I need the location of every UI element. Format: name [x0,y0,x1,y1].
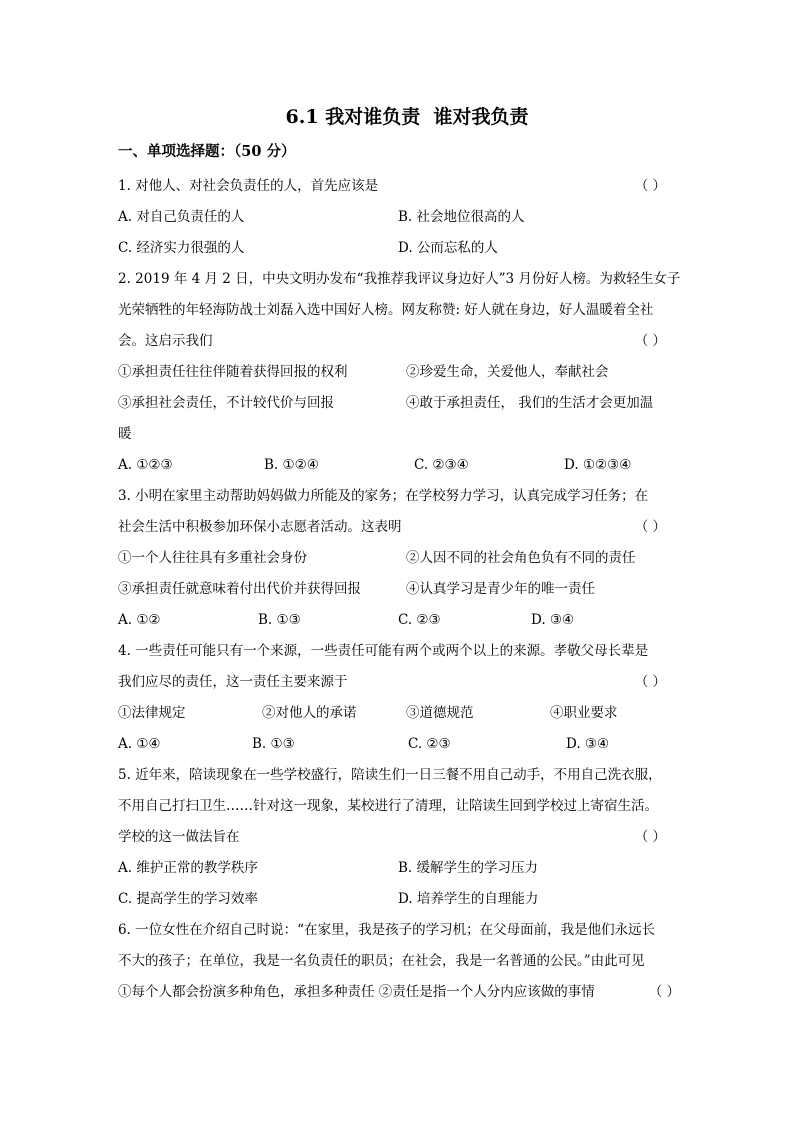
option-row [118,605,686,636]
answer-parentheses: （ ） [634,674,666,690]
question-4 [118,636,686,760]
statement-3: ③道德规范 [406,705,474,721]
question-stem-line: 不用自己打扫卫生……针对这一现象，某校进行了清理，让陪读生回到学校过上寄宿生活。 [118,798,658,814]
option-d: D. 公而忘私的人 [398,240,498,256]
statement-3: ③承担责任就意味着付出代价并获得回报 [118,581,361,597]
question-stem-line [118,512,686,543]
question-1 [118,171,686,264]
option-a: A. ①②③ [118,457,173,473]
option-c: C. 经济实力很强的人 [118,240,245,256]
statement-4: ④认真学习是青少年的唯一责任 [406,581,595,597]
statement-1: ①法律规定 [118,705,186,721]
statement-2: ②人因不同的社会角色负有不同的责任 [406,550,636,566]
answer-parentheses: （ ） [648,984,680,1000]
question-2 [118,264,686,481]
question-stem-line: 不大的孩子；在单位，我是一名负责任的职员；在社会，我是一名普通的公民。”由此可见 [118,953,645,969]
option-c: C. ②③④ [414,457,469,473]
question-stem-line [118,326,686,357]
option-d: D. ③④ [531,612,575,628]
question-stem-line: 3. 小明在家里主动帮助妈妈做力所能及的家务；在学校努力学习，认真完成学习任务；在 [118,488,649,504]
option-row [118,884,686,915]
option-d: D. ①②③④ [564,457,632,473]
question-stem-text: 会。这启示我们 [118,333,213,349]
statement-row [118,357,686,388]
statement-3: ③承担社会责任，不计较代价与回报 [118,395,334,411]
option-c: C. ②③ [408,736,451,752]
answer-parentheses: （ ） [634,829,666,845]
option-row [118,853,686,884]
statement-2: ②对他人的承诺 [262,705,357,721]
statement-row [118,698,686,729]
question-stem-line: 5. 近年来，陪读现象在一些学校盛行，陪读生们一日三餐不用自己动手，不用自己洗衣服， [118,767,662,783]
answer-parentheses: （ ） [634,519,666,535]
option-row [118,729,686,760]
question-stem [118,171,686,202]
question-stem-text: 我们应尽的责任，这一责任主要来源于 [118,674,348,690]
option-row [118,233,686,264]
page-title: 6.1 我对谁负责 谁对我负责 [285,106,529,128]
question-3 [118,481,686,636]
statement-row [118,388,686,419]
statement-2: ②珍爱生命，关爱他人，奉献社会 [406,364,609,380]
statement-1: ①一个人往往具有多重社会身份 [118,550,307,566]
option-a: A. ①② [118,612,161,628]
answer-parentheses: （ ） [634,333,666,349]
question-stem-line: 光荣牺牲的年轻海防战士刘磊入选中国好人榜。网友称赞: 好人就在身边，好人温暖着全社 [118,302,654,318]
question-stem-text: 社会生活中积极参加环保小志愿者活动。这表明 [118,519,402,535]
option-a: A. 对自己负责任的人 [118,209,245,225]
option-b: B. ①③ [258,612,301,628]
answer-parentheses: （ ） [634,178,666,194]
question-stem-line: 2. 2019 年 4 月 2 日，中央文明办发布“我推荐我评议身边好人”3 月份好人榜。为救轻生女子 [118,271,681,287]
option-b: B. ①②④ [264,457,319,473]
section-heading: 一、单项选择题：（50 分） [118,143,296,160]
option-c: C. ②③ [398,612,441,628]
statement-row [118,977,686,1008]
statement-4: ④职业要求 [550,705,618,721]
question-6 [118,915,686,1008]
option-row [118,202,686,233]
statement-4: ④敢于承担责任， 我们的生活才会更加温 [406,395,654,411]
statement-row [118,574,686,605]
question-stem-line: 4. 一些责任可能只有一个来源，一些责任可能有两个或两个以上的来源。孝敬父母长辈是 [118,643,649,659]
question-5 [118,760,686,915]
statement-continuation: 暖 [118,426,132,442]
option-a: A. ①④ [118,736,161,752]
option-c: C. 提高学生的学习效率 [118,891,258,907]
question-stem-line: 6. 一位女性在介绍自己时说：“在家里，我是孩子的学习机；在父母面前，我是他们永远长 [118,922,656,938]
statement-1: ①承担责任往往伴随着获得回报的权利 [118,364,348,380]
option-b: B. 社会地位很高的人 [398,209,525,225]
option-d: D. ③④ [566,736,610,752]
question-stem-line [118,822,686,853]
option-row [118,450,686,481]
option-b: B. ①③ [252,736,295,752]
option-b: B. 缓解学生的学习压力 [398,860,539,876]
question-stem-text: 学校的这一做法旨在 [118,829,240,845]
statement-row [118,543,686,574]
question-stem-line [118,667,686,698]
option-d: D. 培养学生的自理能力 [398,891,539,907]
question-stem-text: 1. 对他人、对社会负责任的人，首先应该是 [118,178,379,194]
statement-text: ①每个人都会扮演多种角色，承担多种责任 ②责任是指一个人分内应该做的事情 [118,984,595,1000]
option-a: A. 维护正常的教学秩序 [118,860,258,876]
